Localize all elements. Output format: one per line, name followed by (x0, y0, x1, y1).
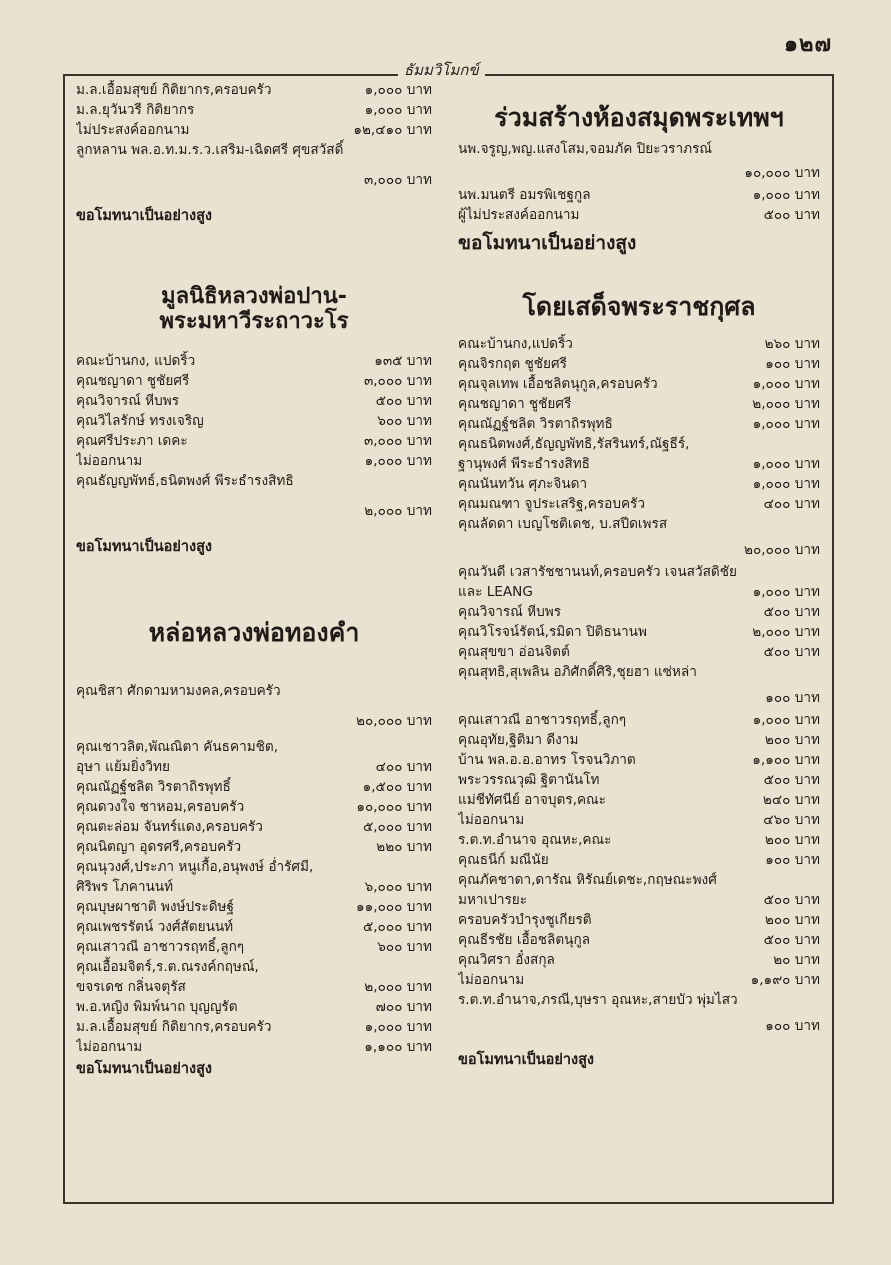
heading-line: พระมหาวีระถาวะโร (159, 309, 349, 335)
donation-amount: ๑๑,๐๐๐ บาท (355, 899, 432, 916)
donation-row (458, 334, 820, 354)
donation-row (458, 830, 820, 850)
donation-row (458, 970, 820, 990)
donation-row (458, 622, 820, 642)
donation-amount: ๕๐๐ บาท (763, 206, 820, 223)
donor-name: คุณภัคชาดา,ดารัณ หิรัณย์เดชะ,กฤษณะพงศ์ (458, 871, 717, 888)
donor-name: ไม่ออกนาม (76, 452, 143, 469)
donation-row (458, 688, 820, 708)
section-heading: หล่อหลวงพ่อทองคำ (148, 617, 360, 647)
section-entries (76, 681, 432, 1057)
donor-name: ร.ต.ท.อำนาจ อุณหะ,คณะ (458, 831, 612, 848)
donation-amount: ๗๐๐ บาท (375, 999, 432, 1016)
donation-amount: ๑๒,๔๑๐ บาท (353, 122, 432, 138)
donor-name: คุณอุทัย,ฐิติมา ดีงาม (458, 731, 579, 748)
right-column (458, 92, 820, 1070)
donation-amount: ๑,๐๐๐ บาท (364, 1019, 432, 1036)
donation-row (76, 937, 432, 957)
donor-name: คุณณัฏฐ์ชลิต วิรตาถิรพุทธิ (458, 415, 613, 432)
donation-row (458, 1016, 820, 1036)
donation-row (76, 877, 432, 897)
donation-amount: ๒๐,๐๐๐ บาท (743, 541, 820, 558)
donation-row (458, 185, 820, 205)
donation-amount: ๑,๐๐๐ บาท (752, 375, 820, 392)
section-entries (458, 139, 820, 225)
left-column (76, 80, 432, 1079)
donation-row (458, 602, 820, 622)
donor-name: คุณธัญญพัทธ์,ธนิตพงศ์ พีระธำรงสิทธิ (76, 472, 294, 489)
donor-name: คุณณัฏฐ์ชลิต วิรตาถิรพุทธิ์ (76, 779, 231, 796)
donation-row (76, 1037, 432, 1057)
donation-amount: ๑๐๐ บาท (765, 1017, 820, 1034)
donation-amount: ๔๐๐ บาท (375, 759, 432, 776)
donation-amount: ๕๐๐ บาท (763, 643, 820, 660)
donation-row (458, 414, 820, 434)
donation-row (458, 790, 820, 810)
donation-amount: ๒๖๐ บาท (764, 335, 820, 352)
donation-row (76, 797, 432, 817)
thanks-note: ขอโมทนาเป็นอย่างสูง (458, 231, 637, 254)
donor-name: คณะบ้านกง,แปดริ้ว (458, 335, 573, 352)
donation-amount: ๒,๐๐๐ บาท (752, 623, 820, 640)
donation-row (458, 354, 820, 374)
donation-row (458, 582, 820, 602)
donor-name: ม.ล.เอื้อมสุขย์ กิติยากร,ครอบครัว (76, 82, 272, 98)
donor-name: คุณเพชรรัตน์ วงศ์สัตยนนท์ (76, 919, 234, 936)
donation-row (76, 817, 432, 837)
donation-amount: ๖๐๐ บาท (377, 412, 432, 429)
donation-row (458, 810, 820, 830)
donation-row (458, 750, 820, 770)
donation-amount: ๓,๐๐๐ บาท (363, 172, 432, 188)
donation-amount: ๖๐๐ บาท (377, 939, 432, 956)
page-number: ๑๒๗ (784, 32, 833, 57)
donation-amount: ๑,๐๐๐ บาท (752, 583, 820, 600)
donation-row (76, 391, 432, 411)
donation-amount: ๑,๑๐๐ บาท (752, 751, 820, 768)
donor-name: คุณวิจารณ์ หีบพร (76, 392, 180, 409)
donation-amount: ๑๐๐ บาท (765, 355, 820, 372)
donation-amount: ๑๓๕ บาท (374, 352, 432, 369)
donation-amount: ๕๐๐ บาท (763, 771, 820, 788)
donation-row (458, 890, 820, 910)
donation-amount: ๑,๐๐๐ บาท (752, 475, 820, 492)
donor-name: ไม่ออกนาม (458, 971, 525, 988)
donor-name: คุณชิสา ศักดามหามงคล,ครอบครัว (76, 683, 281, 700)
donor-name: อุษา แย้มยิ่งวิทย (76, 759, 170, 776)
donation-row (76, 1017, 432, 1037)
donation-amount: ๑,๐๐๐ บาท (752, 186, 820, 203)
donation-amount: ๑,๐๐๐ บาท (364, 102, 432, 118)
donor-name: คุณเอื้อมจิตร์,ร.ต.ณรงค์กฤษณ์, (76, 959, 259, 976)
thanks-note: ขอโมทนาเป็นอย่างสูง (76, 538, 213, 555)
donation-row (458, 205, 820, 225)
donation-row (76, 917, 432, 937)
donation-amount: ๑,๐๐๐ บาท (364, 452, 432, 469)
donation-row (76, 80, 432, 100)
donor-name: คุณนุวงศ์,ประภา หนูเกื้อ,อนุพงษ์ อ่ำรัศมี, (76, 859, 314, 876)
donor-name: คุณศรีประภา เดคะ (76, 432, 188, 449)
donor-name: ม.ล.เอื้อมสุขย์ กิติยากร,ครอบครัว (76, 1019, 272, 1036)
intro-entries (76, 80, 432, 190)
thanks-note: ขอโมทนาเป็นอย่างสูง (458, 1051, 595, 1068)
donor-name: คุณนันทวัน ศุภะจินดา (458, 475, 588, 492)
donation-amount: ๕๐๐ บาท (763, 931, 820, 948)
donation-amount: ๕๐๐ บาท (375, 392, 432, 409)
donor-name: คุณวิโรจน์รัตน์,รมิดา ปิติธนานพ (458, 623, 647, 640)
donation-row (458, 540, 820, 560)
donation-row (76, 837, 432, 857)
donor-name: คุณลัดดา เบญโชติเดช, บ.สปีดเพรส (458, 515, 668, 532)
donation-amount: ๕,๐๐๐ บาท (362, 819, 432, 836)
donation-row (458, 730, 820, 750)
donor-name: คุณธนีก์ มณีนัย (458, 851, 549, 868)
donor-name: คุณมณฑา จูประเสริฐ,ครอบครัว (458, 495, 645, 512)
donor-name: คุณวันดี เวสารัชชานนท์,ครอบครัว เจนสวัสดิชัย (458, 563, 737, 580)
donor-name: ศิริพร โภคานนท์ (76, 879, 174, 896)
donor-name: คุณสุทธิ,สุเพลิน อภิศักดิ์ศิริ,ชุยฮา แซ่หล่า (458, 663, 697, 680)
donor-name: คุณดวงใจ ชาหอม,ครอบครัว (76, 799, 245, 816)
donor-name: คุณชญาดา ชูชัยศรี (76, 372, 190, 389)
donor-name: คุณสุขขา อ่อนจิตต์ (458, 643, 570, 660)
donor-name: คุณจิรกฤต ชูชัยศรี (458, 355, 567, 372)
donation-row (458, 930, 820, 950)
donation-row (458, 910, 820, 930)
donation-amount: ๑๐๐ บาท (765, 689, 820, 706)
donation-amount: ๒๒๐ บาท (376, 839, 432, 856)
donor-name: คุณนิตญา อุดรศรี,ครอบครัว (76, 839, 242, 856)
donor-name: บ้าน พล.อ.อ.อาทร โรจนวิภาต (458, 751, 636, 768)
donor-name: คุณตะล่อม จันทร์แดง,ครอบครัว (76, 819, 263, 836)
donor-name: คุณวิจารณ์ หีบพร (458, 603, 562, 620)
donation-amount: ๒๐๐ บาท (764, 831, 820, 848)
donation-row (458, 850, 820, 870)
donation-amount: ๒๐๐ บาท (764, 731, 820, 748)
donor-name: มหาเปารยะ (458, 891, 528, 908)
donor-name: คุณจุลเทพ เอื้อชลิตนุกูล,ครอบครัว (458, 375, 658, 392)
donor-name: ไม่ออกนาม (76, 1039, 143, 1056)
donation-row (458, 770, 820, 790)
donor-name: พ.อ.หญิง พิมพ์นาถ บุญญรัต (76, 999, 238, 1016)
donor-name: คุณเสาวณี อาชาวรฤทธิ์,ลูกๆ (76, 939, 245, 956)
donation-row (76, 371, 432, 391)
donor-name: ไม่ประสงค์ออกนาม (76, 122, 190, 138)
donation-amount: ๓,๐๐๐ บาท (363, 432, 432, 449)
section-heading: ร่วมสร้างห้องสมุดพระเทพฯ (494, 103, 784, 132)
donation-row (458, 642, 820, 662)
donor-name: คุณวิไลรักษ์ ทรงเจริญ (76, 412, 204, 429)
donation-row (76, 431, 432, 451)
donation-row (458, 394, 820, 414)
donation-amount: ๒,๐๐๐ บาท (364, 979, 432, 996)
donation-amount: ๑๐๐ บาท (765, 851, 820, 868)
donation-amount: ๑,๐๐๐ บาท (752, 415, 820, 432)
donation-amount: ๑,๐๐๐ บาท (752, 711, 820, 728)
donation-amount: ๕๐๐ บาท (763, 891, 820, 908)
section-entries (76, 351, 432, 521)
donor-name: ขจรเดช กลิ่นจตุรัส (76, 979, 186, 996)
donation-amount: ๒๐ บาท (773, 951, 820, 968)
donation-row (76, 451, 432, 471)
donor-name: ฐานุพงศ์ พีระธำรงสิทธิ (458, 455, 590, 472)
donor-name: ผู้ไม่ประสงค์ออกนาม (458, 206, 580, 223)
donation-row (76, 711, 432, 731)
donation-row (76, 120, 432, 140)
donor-name: คุณบุษผาชาติ พงษ์ประดิษฐ์ (76, 899, 234, 916)
donation-row (76, 170, 432, 190)
donation-row (76, 501, 432, 521)
donation-row (76, 757, 432, 777)
section-entries (458, 334, 820, 1036)
donation-amount: ๔๐๐ บาท (763, 495, 820, 512)
donation-amount: ๓,๐๐๐ บาท (363, 372, 432, 389)
donation-amount: ๑,๑๙๐ บาท (750, 971, 820, 988)
section-heading: โดยเสด็จพระราชกุศล (522, 291, 756, 321)
donation-amount: ๒,๐๐๐ บาท (364, 502, 432, 519)
donor-name: พระวรรณวุฒิ ฐิตานันโท (458, 771, 600, 788)
donation-row (76, 897, 432, 917)
donor-name: คุณชญาดา ชูชัยศรี (458, 395, 572, 412)
donation-row (458, 374, 820, 394)
thanks-note: ขอโมทนาเป็นอย่างสูง (76, 208, 213, 224)
heading-line: มูลนิธิหลวงพ่อปาน- (161, 284, 347, 309)
donor-name: ลูกหลาน พล.อ.ท.ม.ร.ว.เสริม-เฉิดศรี ศุขสวัสดิ์ (76, 142, 344, 158)
donor-name: นพ.มนตรี อมรพิเชฐกูล (458, 186, 591, 203)
donation-row (458, 474, 820, 494)
donor-name: นพ.จรูญ,พญ.แสงโสม,จอมภัค ปิยะวราภรณ์ (458, 140, 712, 157)
donor-name: คุณเสาวณี อาชาวรฤทธิ์,ลูกๆ (458, 711, 627, 728)
donor-name: ครอบครัวบำรุงชูเกียรติ (458, 911, 592, 928)
donation-row (76, 351, 432, 371)
donation-amount: ๑,๐๐๐ บาท (364, 82, 432, 98)
donor-name: คุณธีรชัย เอื้อชลิตนุกูล (458, 931, 591, 948)
donation-amount: ๒,๐๐๐ บาท (752, 395, 820, 412)
donation-row (458, 710, 820, 730)
journal-name: ธัมมวิโมกข์ (398, 58, 485, 82)
section-heading (76, 284, 432, 335)
donation-row (458, 950, 820, 970)
donor-name: และ LEANG (458, 583, 533, 600)
donation-amount: ๑,๐๐๐ บาท (752, 455, 820, 472)
donation-amount: ๑,๑๐๐ บาท (364, 1039, 432, 1056)
donation-amount: ๖,๐๐๐ บาท (364, 879, 432, 896)
donation-amount: ๕๐๐ บาท (763, 603, 820, 620)
donation-amount: ๒๐,๐๐๐ บาท (355, 713, 432, 730)
donation-amount: ๑,๕๐๐ บาท (362, 779, 432, 796)
donation-row (76, 100, 432, 120)
donor-name: ไม่ออกนาม (458, 811, 525, 828)
donation-amount: ๑๐,๐๐๐ บาท (356, 799, 432, 816)
donation-row (458, 163, 820, 183)
donor-name: คณะบ้านกง, แปดริ้ว (76, 352, 196, 369)
donation-row (76, 777, 432, 797)
thanks-note: ขอโมทนาเป็นอย่างสูง (76, 1061, 213, 1078)
donation-amount: ๔๖๐ บาท (763, 811, 820, 828)
donation-row (458, 494, 820, 514)
donor-name: แม่ชีทัศนีย์ อาจบุตร,คณะ (458, 791, 606, 808)
donation-amount: ๒๔๐ บาท (762, 791, 820, 808)
donation-amount: ๕,๐๐๐ บาท (362, 919, 432, 936)
donation-row (76, 411, 432, 431)
donor-name: คุณวิศรา อั๋งสกุล (458, 951, 555, 968)
donor-name: คุณธนิตพงศ์,ธัญญพัทธิ,รัสรินทร์,ณัฐธีร์, (458, 435, 690, 452)
donation-row (458, 454, 820, 474)
donor-name: ม.ล.ยุวันวรี กิติยากร (76, 102, 195, 118)
donation-row (76, 977, 432, 997)
donation-amount: ๑๐,๐๐๐ บาท (744, 164, 820, 181)
donor-name: ร.ต.ท.อำนาจ,ภรณี,บุษรา อุณหะ,สายบัว พุ่มไสว (458, 991, 738, 1008)
donation-row (76, 997, 432, 1017)
donation-amount: ๒๐๐ บาท (764, 911, 820, 928)
donor-name: คุณเชาวลิต,พัณณิตา คันธคามชิต, (76, 739, 279, 756)
